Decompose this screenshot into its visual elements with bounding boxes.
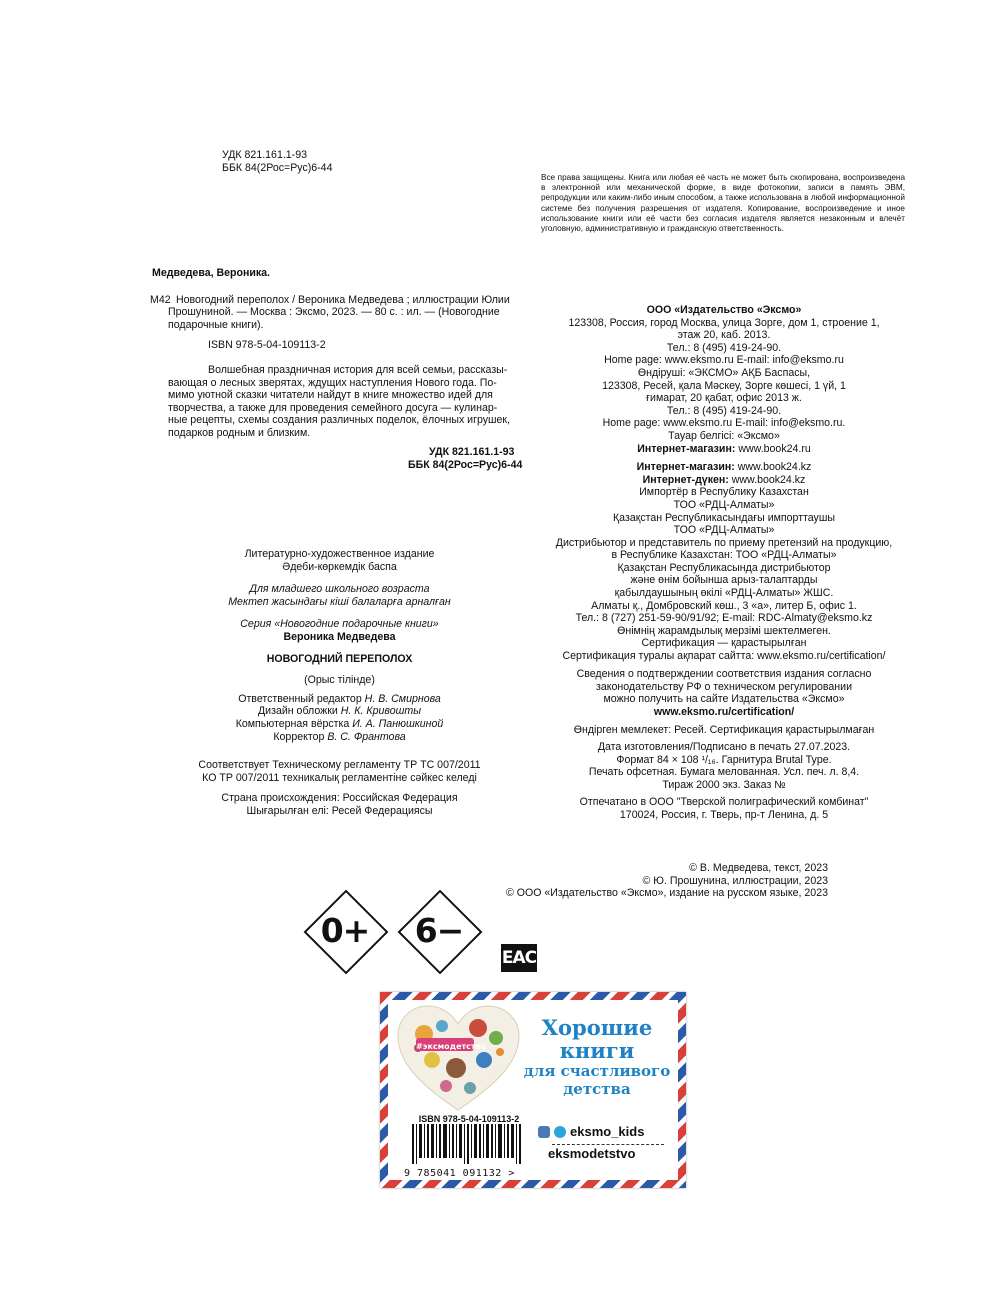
header-bbk: ББК 84(2Рос=Рус)6-44 [222,161,333,174]
age-mark-6minus: 6− [414,911,464,950]
publisher-line: Сертификация туралы ақпарат сайтта: www.eksmo.ru/certification/ [562,650,886,663]
catalog-isbn: ISBN 978-5-04-109113-2 [208,339,326,352]
social-handle: eksmo_kids [570,1124,645,1139]
heart-tag: #эксмодетство [416,1042,487,1051]
publisher-line: Өндіруші: «ЭКСМО» АҚБ Баспасы, [637,366,811,379]
catalog-code: М42 [150,293,171,306]
publisher-line: Home page: www.eksmo.ru E-mail: info@eksmo.ru. [602,417,846,430]
eac-mark: EAC [501,944,537,972]
publisher-line: Алматы қ., Домбровский көш., 3 «а», литер Б, офис 1. [591,599,857,612]
heart-illustration-icon [396,1004,521,1114]
origin-kz: Өндірген мемлекет: Ресей. Сертификация қарастырылмаған [573,724,875,736]
print-info [540,741,908,791]
publisher-info [540,304,908,663]
annotation-line: подарков родным и близким. [168,426,311,439]
publisher-line: ғимарат, 20 қабат, офис 2013 ж. [646,392,802,405]
publisher-line: 123308, Россия, город Москва, улица Зорге, дом 1, строение 1, [568,316,880,329]
staff-name: Н. В. Смирнова [364,692,441,705]
staff-role: Ответственный редактор [238,692,362,705]
slogan-line: для счастливого [523,1062,671,1080]
publisher-line: ТОО «РДЦ-Алматы» [673,498,775,511]
publisher-line: Қазақстан Республикасында дистрибьютор [617,561,831,574]
promo-slogan [522,1016,672,1098]
publisher-line: Интернет-магазин: www.book24.ru [637,442,811,455]
header-codes [222,149,332,174]
certification-info [540,668,908,718]
staff-role: Корректор [273,730,325,743]
publisher-line: Сертификация — қарастырылған [641,637,807,650]
publisher-line: Сведения о подтверждении соответствия издания согласно [576,668,872,680]
age-mark-0plus: 0+ [320,911,370,950]
catalog-bbk: ББК 84(2Рос=Рус)6-44 [408,458,523,471]
catalog-line: Прошуниной. — Москва : Эксмо, 2023. — 80 с. : ил. — (Новогодние [168,306,500,319]
slogan-line: детства [563,1080,631,1098]
edition-staff [152,693,527,743]
catalog-annotation [152,364,527,440]
vk-icon [538,1126,550,1138]
publisher-line: www.eksmo.ru/certification/ [653,705,795,718]
publisher-line: 123308, Ресей, қала Мәскеу, Зорге көшесі, 1 үй, 1 [602,379,846,392]
social-divider [552,1144,664,1145]
print-line: Печать офсетная. Бумага мелованная. Усл. печ. л. 8,4. [588,766,860,779]
edition-lang: (Орыс тілінде) [304,674,375,687]
edition-country-ru: Страна происхождения: Российская Федерация [221,792,458,805]
catalog-line: Новогодний переполох / Вероника Медведева ; иллюстрации Юлии [176,293,510,306]
staff-name: И. А. Панюшкиной [352,717,444,730]
publisher-line: Тел.: 8 (495) 419-24-90. [666,341,782,354]
catalog-card [152,267,527,472]
publisher-line: в Республике Казахстан: ТОО «РДЦ-Алматы» [611,549,837,562]
edition-tr-kz: КО ТР 007/2011 техникалық регламентіне сәйкес келеді [202,771,477,784]
promo-card-inner [388,1000,678,1180]
barcode-bars-icon [404,1124,534,1164]
slogan-line: Хорошие [541,1015,653,1040]
publisher-line: Өнімнің жарамдылық мерзімі шектелмеген. [617,624,831,637]
edition-age-ru: Для младшего школьного возраста [249,583,430,596]
slogan-line: книги [559,1038,635,1063]
publisher-line: Интернет-магазин: www.book24.kz [636,461,812,474]
annotation-line: Волшебная праздничная история для всей семьи, рассказы- [208,363,508,376]
edition-country-kz: Шығарылған елі: Ресей Федерациясы [246,804,433,817]
barcode-isbn: ISBN 978-5-04-109113-2 [418,1114,520,1124]
publisher-line: Қазақстан Республикасындағы импорттаушы [613,511,835,524]
publisher-line: Тел.: 8 (727) 251-59-90/91/92; E-mail: RDC-Almaty@eksmo.kz [575,612,873,625]
publisher-line: Тауар белгісі: «Эксмо» [668,429,780,442]
edition-author: Вероника Медведева [283,630,396,643]
staff-name: В. С. Франтова [327,730,406,743]
annotation-line: творчества, а также для проведения семейного досуга — кулинар- [168,401,498,414]
publisher-line: Home page: www.eksmo.ru E-mail: info@eksmo.ru [604,354,844,367]
publisher-line: можно получить на сайте Издательства «Эксмо» [603,693,845,706]
edition-tr-ru: Соответствует Техническому регламенту ТР ТС 007/2011 [198,759,481,772]
staff-role: Дизайн обложки [258,705,338,718]
publisher-line: ТОО «РДЦ-Алматы» [673,524,775,537]
publisher-line: этаж 20, каб. 2013. [677,329,771,342]
barcode [404,1114,534,1179]
copyright-block [430,862,828,900]
staff-name: Н. К. Кривошты [340,705,421,718]
telegram-icon [554,1126,566,1138]
publisher-line: Интернет-дүкен: www.book24.kz [642,473,806,486]
printer-line: Отпечатано в ООО "Тверской полиграфический комбинат" [579,796,869,808]
staff-role: Компьютерная вёрстка [235,717,350,730]
social-handle: eksmodetstvo [548,1145,636,1161]
publisher-line: және өнім бойынша арыз-талаптарды [630,574,818,587]
edition-title: НОВОГОДНИЙ ПЕРЕПОЛОХ [266,652,413,665]
edition-type-kz: Әдеби-көркемдік баспа [282,560,397,573]
promo-social [538,1126,678,1160]
header-udk: УДК 821.161.1-93 [222,149,307,161]
printer-line: 170024, Россия, г. Тверь, пр-т Ленина, д. 5 [619,808,829,821]
publisher-line: законодательству РФ о техническом регулировании [596,680,852,693]
copyright-line: © В. Медведева, текст, 2023 [689,862,828,874]
copyright-line: © ООО «Издательство «Эксмо», издание на русском языке, 2023 [506,887,828,900]
barcode-digits: 9 785041 091132 > [404,1167,515,1179]
annotation-line: ные рецепты, схемы создания различных поделок, ёлочных игрушек, [168,414,511,427]
print-line: Формат 84 × 108 ¹/₁₆. Гарнитура Brutal Type. [616,753,832,766]
print-line: Тираж 2000 экз. Заказ № [662,778,786,791]
annotation-line: мимо уютной сказки читатели найдут в книге множество идей для [168,389,493,402]
copyright-line: © Ю. Прошунина, иллюстрации, 2023 [642,874,828,887]
publisher-line: Дистрибьютор и представитель по приему претензий на продукцию, [555,536,893,549]
edition-info [152,548,527,818]
publisher-line: Импортёр в Республику Казахстан [639,486,809,499]
catalog-udk: УДК 821.161.1-93 [429,445,515,458]
printer-info [540,796,908,821]
edition-age-kz: Мектеп жасындағы кіші балаларға арналған [228,595,451,608]
annotation-line: вающая о лесных зверятах, ждущих наступления Нового года. По- [168,376,497,389]
promo-card [380,992,686,1188]
edition-type-ru: Литературно-художественное издание [244,548,435,560]
rights-notice: Все права защищены. Книга или любая её часть не может быть скопирована, воспроизведена в электронной или механической форме, в виде фотокопии, записи в память ЭВМ, репродукции или каким-либо иным способом, а также использована в любой информационной системе без получения разрешения от издателя. Копирование, воспроизведение и иное использование книги или её части без согласия издателя является незаконным и влечёт уголовную, административную и гражданскую ответственность. [541,173,905,234]
catalog-author: Медведева, Вероника. [152,267,271,279]
edition-series: Серия «Новогодние подарочные книги» [240,618,439,631]
catalog-line: подарочные книги). [168,318,264,331]
print-line: Дата изготовления/Подписано в печать 27.07.2023. [597,741,851,753]
publisher-line: қабылдаушының өкілі «РДЦ-Алматы» ЖШС. [614,587,834,600]
publisher-line: ООО «Издательство «Эксмо» [646,304,802,316]
publisher-line: Тел.: 8 (495) 419-24-90. [666,404,782,417]
